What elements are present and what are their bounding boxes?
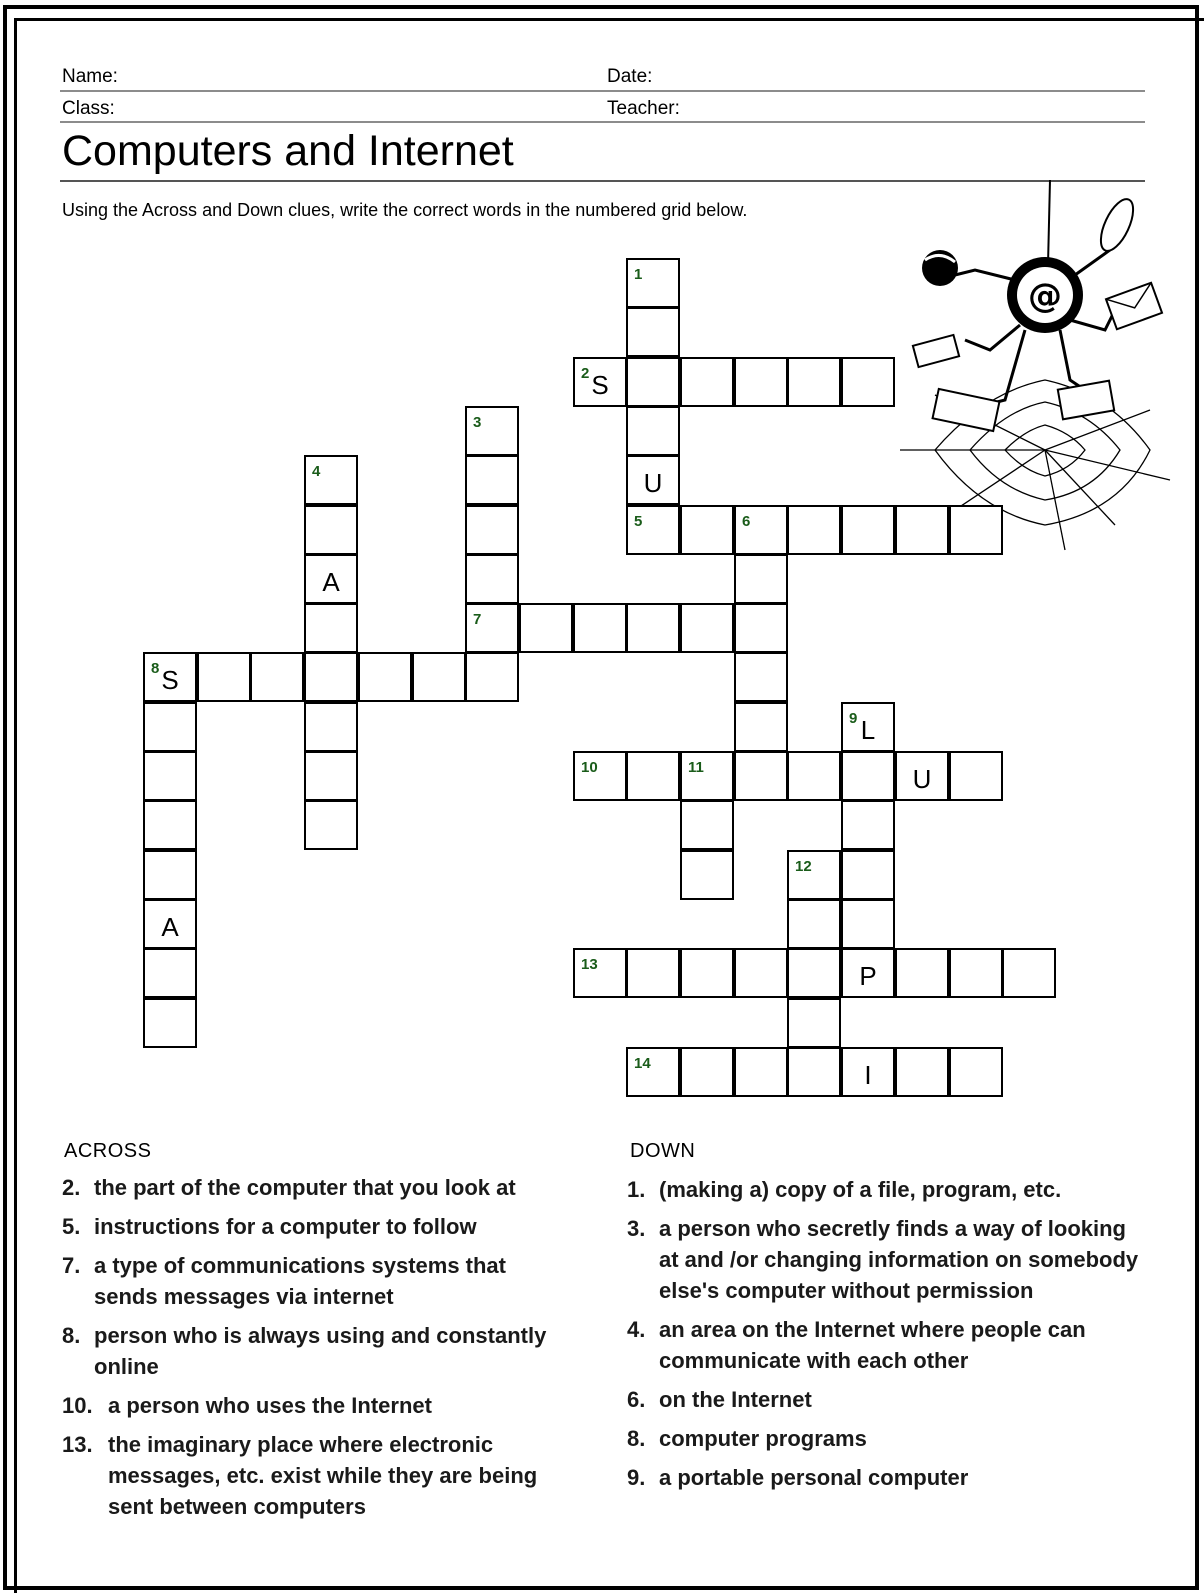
- crossword-cell[interactable]: [250, 652, 304, 702]
- crossword-cell[interactable]: [895, 751, 949, 801]
- crossword-cell[interactable]: [143, 998, 197, 1048]
- crossword-cell[interactable]: [895, 1047, 949, 1097]
- crossword-cell[interactable]: [787, 899, 841, 949]
- given-letter: L: [860, 715, 876, 745]
- crossword-cell[interactable]: [787, 850, 841, 900]
- clue-number: 11: [688, 759, 704, 776]
- crossword-cell[interactable]: [949, 751, 1003, 801]
- crossword-cell[interactable]: [787, 751, 841, 801]
- crossword-cell[interactable]: [734, 505, 788, 555]
- crossword-cell[interactable]: [304, 603, 358, 653]
- crossword-cell[interactable]: [787, 505, 841, 555]
- crossword-cell[interactable]: [143, 948, 197, 998]
- crossword-cell[interactable]: [787, 998, 841, 1048]
- crossword-cell[interactable]: [895, 948, 949, 998]
- crossword-cell[interactable]: [519, 603, 573, 653]
- crossword-cell[interactable]: [573, 357, 627, 407]
- crossword-cell[interactable]: [465, 554, 519, 604]
- down-clue: 1. (making a) copy of a file, program, etc.: [627, 1177, 1062, 1202]
- down-clue: 6. on the Internet: [627, 1387, 812, 1412]
- crossword-cell[interactable]: [143, 751, 197, 801]
- instructions: Using the Across and Down clues, write the correct words in the numbered grid below.: [62, 200, 748, 220]
- teacher-label: Teacher:: [607, 98, 680, 119]
- crossword-cell[interactable]: [573, 603, 627, 653]
- crossword-cell[interactable]: [465, 455, 519, 505]
- crossword-cell[interactable]: [734, 652, 788, 702]
- across-clue: 10. a person who uses the Internet: [62, 1393, 432, 1418]
- crossword-cell[interactable]: [680, 850, 734, 900]
- given-letter: U: [643, 468, 663, 498]
- page-title: Computers and Internet: [62, 127, 514, 175]
- crossword-cell[interactable]: [143, 800, 197, 850]
- crossword-cell[interactable]: [841, 751, 895, 801]
- crossword-cell[interactable]: [626, 406, 680, 456]
- crossword-cell[interactable]: [787, 1047, 841, 1097]
- crossword-cell[interactable]: [841, 505, 895, 555]
- crossword-cell[interactable]: [841, 850, 895, 900]
- name-label: Name:: [62, 66, 118, 87]
- crossword-cell[interactable]: [626, 505, 680, 555]
- across-clue: 13. the imaginary place where electronic messages, etc. exist while they are being sent between computers: [62, 1432, 538, 1519]
- crossword-cell[interactable]: [787, 948, 841, 998]
- crossword-cell[interactable]: [734, 554, 788, 604]
- crossword-cell[interactable]: [143, 899, 197, 949]
- crossword-cell[interactable]: [573, 948, 627, 998]
- at-symbol: @: [1028, 276, 1062, 316]
- crossword-cell[interactable]: [626, 948, 680, 998]
- crossword-cell[interactable]: [304, 702, 358, 752]
- clue-number: 5: [634, 513, 643, 530]
- given-letter: S: [161, 665, 179, 695]
- crossword-cell[interactable]: [841, 899, 895, 949]
- crossword-cell[interactable]: [143, 652, 197, 702]
- date-label: Date:: [607, 66, 653, 87]
- given-letter: I: [864, 1060, 872, 1090]
- across-clue: 7. a type of communications systems that sends messages via internet: [62, 1253, 506, 1309]
- given-letter: A: [161, 912, 179, 942]
- class-label: Class:: [62, 98, 115, 119]
- crossword-cell[interactable]: [626, 751, 680, 801]
- crossword-cell[interactable]: [734, 702, 788, 752]
- crossword-cell[interactable]: [626, 307, 680, 357]
- clue-number: 8: [151, 660, 160, 677]
- crossword-cell[interactable]: [626, 603, 680, 653]
- crossword-cell[interactable]: [358, 652, 412, 702]
- crossword-cell[interactable]: [304, 751, 358, 801]
- crossword-cell[interactable]: [841, 357, 895, 407]
- given-letter: S: [591, 370, 609, 400]
- crossword-cell[interactable]: [412, 652, 466, 702]
- crossword-cell[interactable]: [304, 652, 358, 702]
- crossword-cell[interactable]: [465, 406, 519, 456]
- crossword-cell[interactable]: [841, 1047, 895, 1097]
- crossword-cell[interactable]: [787, 357, 841, 407]
- across-clue: 8. person who is always using and constantly online: [62, 1323, 547, 1379]
- crossword-cell[interactable]: [465, 505, 519, 555]
- down-clue: 8. computer programs: [627, 1426, 867, 1451]
- down-clue-list: [627, 1174, 1147, 1501]
- crossword-cell[interactable]: [143, 702, 197, 752]
- crossword-cell[interactable]: [949, 505, 1003, 555]
- crossword-cell[interactable]: [197, 652, 251, 702]
- given-letter: U: [912, 764, 932, 794]
- crossword-cell[interactable]: [1002, 948, 1056, 998]
- crossword-cell[interactable]: [680, 948, 734, 998]
- down-clue: 3. a person who secretly finds a way of looking at and /or changing information on somebody else's computer without permission: [627, 1216, 1139, 1303]
- clue-number: 2: [581, 365, 590, 382]
- clue-number: 1: [634, 266, 643, 283]
- crossword-cell[interactable]: [734, 603, 788, 653]
- clue-number: 13: [581, 956, 598, 973]
- crossword-cell[interactable]: [734, 751, 788, 801]
- crossword-cell[interactable]: [680, 751, 734, 801]
- crossword-cell[interactable]: [841, 948, 895, 998]
- crossword-cell[interactable]: [949, 948, 1003, 998]
- clue-number: 4: [312, 463, 321, 480]
- crossword-cell[interactable]: [465, 603, 519, 653]
- crossword-cell[interactable]: [841, 702, 895, 752]
- crossword-cell[interactable]: [680, 603, 734, 653]
- crossword-cell[interactable]: [680, 357, 734, 407]
- crossword-cell[interactable]: [734, 948, 788, 998]
- clue-number: 12: [795, 858, 812, 875]
- crossword-cell[interactable]: [304, 554, 358, 604]
- crossword-cell[interactable]: [573, 751, 627, 801]
- crossword-cell[interactable]: [734, 1047, 788, 1097]
- clue-number: 6: [742, 513, 751, 530]
- crossword-cell[interactable]: [949, 1047, 1003, 1097]
- crossword-cell[interactable]: [680, 505, 734, 555]
- crossword-cell[interactable]: [626, 455, 680, 505]
- clue-number: 7: [473, 611, 482, 628]
- crossword-cell[interactable]: [304, 455, 358, 505]
- crossword-cell[interactable]: [841, 800, 895, 850]
- crossword-cell[interactable]: [680, 1047, 734, 1097]
- crossword-cell[interactable]: [465, 652, 519, 702]
- crossword-cell[interactable]: [304, 800, 358, 850]
- crossword-cell[interactable]: [304, 505, 358, 555]
- clue-number: 14: [634, 1055, 651, 1072]
- down-heading: DOWN: [630, 1140, 696, 1162]
- crossword-cell[interactable]: [680, 800, 734, 850]
- clue-number: 9: [849, 710, 858, 727]
- across-clue: 2. the part of the computer that you look at: [62, 1175, 516, 1200]
- clue-number: 3: [473, 414, 482, 431]
- across-heading: ACROSS: [64, 1140, 152, 1162]
- crossword-cell[interactable]: [734, 357, 788, 407]
- crossword-cell[interactable]: [895, 505, 949, 555]
- crossword-cell[interactable]: [626, 258, 680, 308]
- given-letter: A: [322, 567, 340, 597]
- across-clue-list: [62, 1172, 562, 1530]
- crossword-cell[interactable]: [143, 850, 197, 900]
- crossword-cell[interactable]: [626, 1047, 680, 1097]
- clue-number: 10: [581, 759, 598, 776]
- given-letter: P: [859, 961, 877, 991]
- across-clue: 5. instructions for a computer to follow: [62, 1214, 477, 1239]
- down-clue: 4. an area on the Internet where people can communicate with each other: [627, 1317, 1086, 1373]
- down-clue: 9. a portable personal computer: [627, 1465, 969, 1490]
- crossword-cell[interactable]: [626, 357, 680, 407]
